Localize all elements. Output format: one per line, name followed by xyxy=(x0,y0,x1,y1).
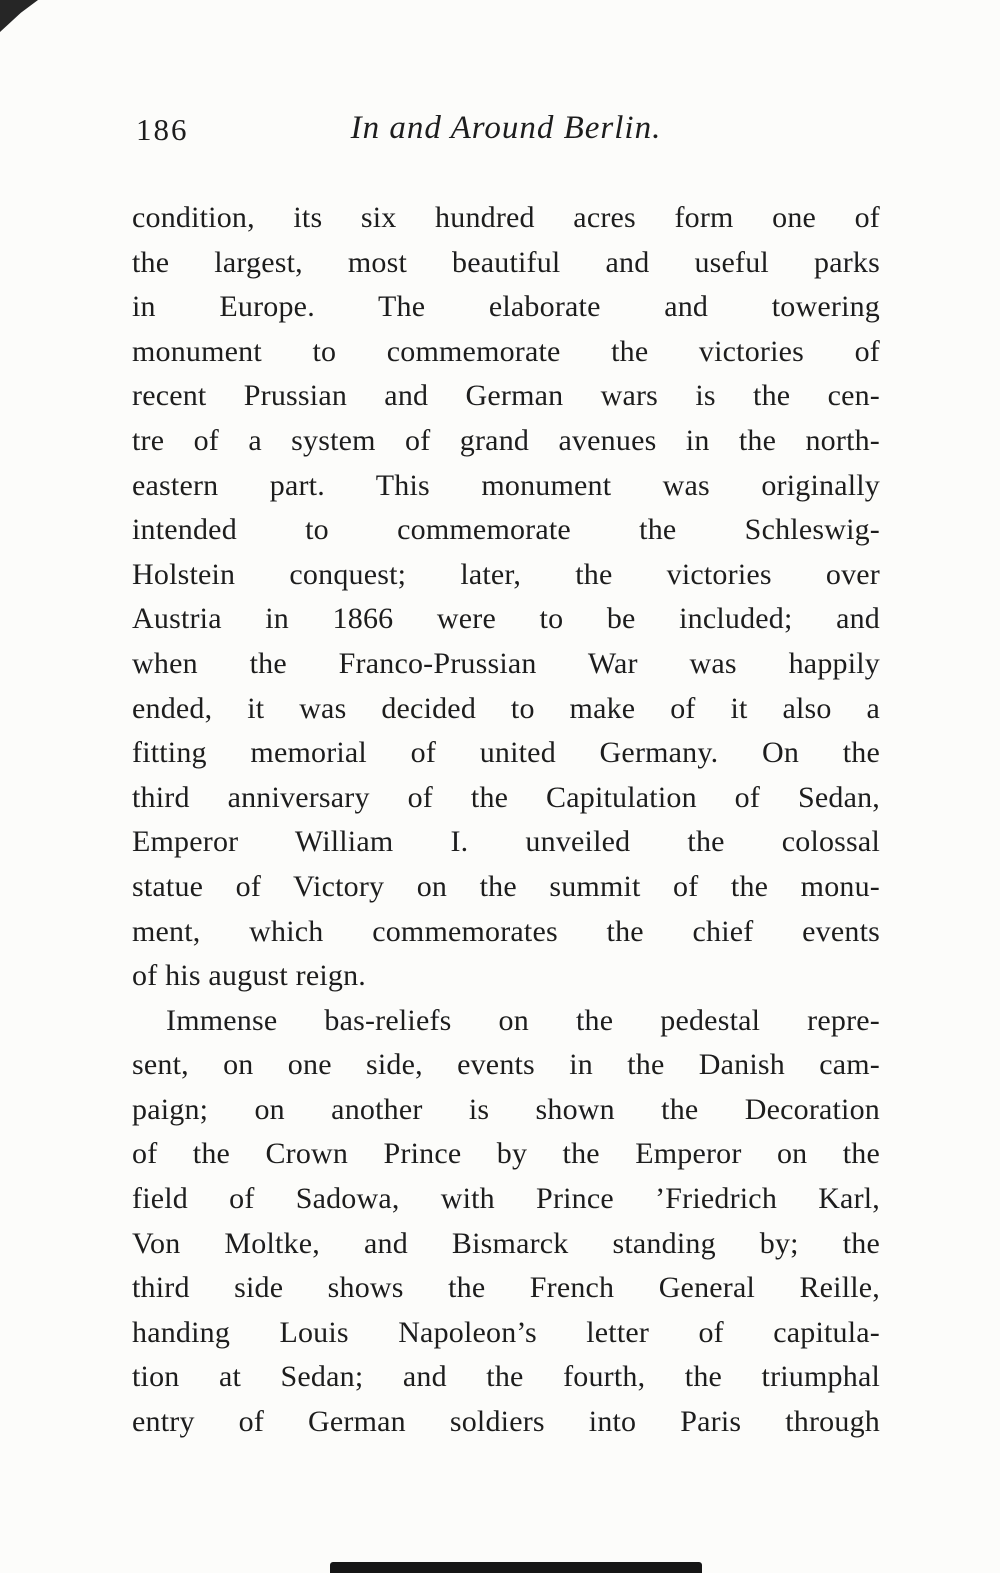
paragraph xyxy=(132,999,880,1445)
text-line: paign; on another is shown the Decoration xyxy=(132,1092,880,1126)
text-line: entry of German soldiers into Paris through xyxy=(132,1405,880,1439)
scan-artifact-bottom xyxy=(330,1562,702,1573)
text-line: eastern part. This monument was originally xyxy=(132,468,880,502)
text-line: fitting memorial of united Germany. On the xyxy=(132,736,880,770)
text-line: sent, on one side, events in the Danish cam- xyxy=(132,1048,880,1082)
text-line: tre of a system of grand avenues in the north- xyxy=(132,423,880,457)
text-line: in Europe. The elaborate and towering xyxy=(132,290,880,324)
scan-artifact-corner xyxy=(0,0,38,32)
text-line: monument to commemorate the victories of xyxy=(132,334,880,368)
text-line: condition, its six hundred acres form one of xyxy=(132,201,880,234)
text-line: third side shows the French General Reille, xyxy=(132,1271,880,1305)
text-line: tion at Sedan; and the fourth, the triumphal xyxy=(132,1360,880,1394)
text-line: field of Sadowa, with Prince ’Friedrich Karl, xyxy=(132,1182,880,1216)
text-line: third anniversary of the Capitulation of Sedan, xyxy=(132,780,880,814)
text-line: Austria in 1866 were to be included; and xyxy=(132,602,880,636)
text-line: Emperor William I. unveiled the colossal xyxy=(132,825,880,859)
text-line: statue of Victory on the summit of the monu- xyxy=(132,869,880,903)
running-title: In and Around Berlin. xyxy=(350,110,662,146)
paragraph xyxy=(132,196,880,999)
text-line: of his august reign. xyxy=(132,959,366,993)
text-line: recent Prussian and German wars is the cen- xyxy=(132,379,880,413)
text-line: Immense bas-reliefs on the pedestal repre- xyxy=(166,1003,880,1037)
text-line: the largest, most beautiful and useful parks xyxy=(132,245,880,279)
page-header xyxy=(132,112,880,156)
page-number: 186 xyxy=(136,112,189,147)
text-line: when the Franco-Prussian War was happily xyxy=(132,646,880,680)
text-line: Holstein conquest; later, the victories over xyxy=(132,557,880,591)
text-line: ment, which commemorates the chief events xyxy=(132,914,880,948)
text-block xyxy=(132,196,880,1445)
text-line: Von Moltke, and Bismarck standing by; the xyxy=(132,1226,880,1260)
text-line: ended, it was decided to make of it also a xyxy=(132,691,880,725)
text-line: intended to commemorate the Schleswig- xyxy=(132,513,880,547)
text-line: of the Crown Prince by the Emperor on the xyxy=(132,1137,880,1171)
text-line: handing Louis Napoleon’s letter of capitula- xyxy=(132,1315,880,1349)
